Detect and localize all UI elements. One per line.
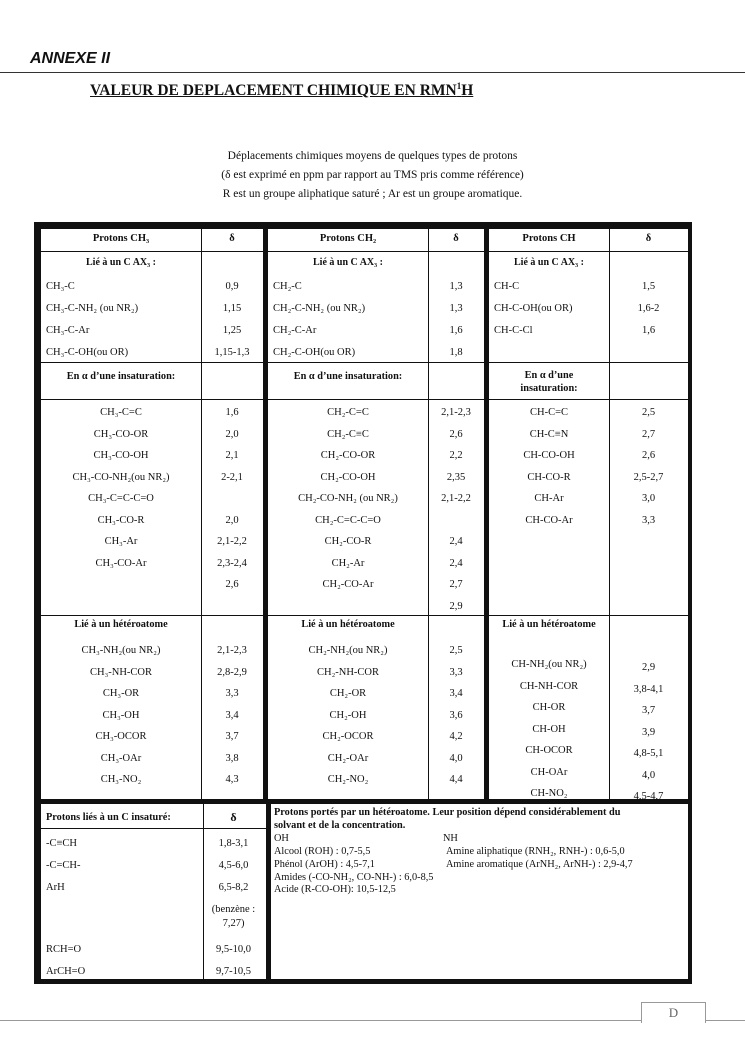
ch3-cax3-label: CH₃-C [46,281,75,292]
ch2-sec-hetero: Lié à un hétéroatome [301,619,395,630]
ch-rule-1 [489,362,688,363]
ch2-alpha-label: CH₂-CO-R [324,536,372,547]
ch-header: Protons CH [522,233,576,244]
ch-hetero-value: 3,8-4,1 [633,683,664,695]
ch2-hetero-label: CH₂-OCOR [322,731,374,742]
ch-alpha-value: 2,5 [641,407,656,418]
ch2-hetero-value: 3,3 [449,666,463,678]
page-letter: D [641,1002,706,1023]
ch2-cax3-value: 1,8 [449,347,463,358]
ch3-hetero-value: 2,8-2,9 [217,666,247,678]
shift-table [34,222,692,984]
ch2-cax3-label: CH₂-C-NH₂ (ou NR₂) [273,303,366,314]
ch3-hetero-label: CH₃-OAr [100,752,142,764]
note-oh-item: Acide (R-CO-OH): 10,5-12,5 [274,884,396,896]
ch2-alpha-label: CH₂-C=C-C=O [315,514,381,526]
ch3-alpha-label: CH₃-C=C-C=O [88,493,154,504]
ch-alpha-label: CH-Ar [534,493,564,504]
page-title: VALEUR DE DEPLACEMENT CHIMIQUE EN RMN$^1$H [90,81,474,100]
ch-hetero-value: 3,9 [641,726,656,738]
ch-cax3-value: 1,6 [641,325,656,336]
ch2-alpha-label: CH₂-CO-OR [320,450,376,461]
intro-line-2: (δ est exprimé en ppm par rapport au TMS pris comme référence) [221,169,524,181]
ch-sec-alpha-1: En α d’une [524,370,574,381]
ch-alpha-value: 3,3 [641,514,656,526]
ch2-alpha-value: 2,2 [449,450,463,461]
ch-hetero-label: CH-OAr [530,766,568,778]
ch2-delta-header: δ [453,233,459,244]
ch2-header: Protons CH₂ [319,233,377,244]
ch2-hetero-label: CH₂-NH-COR [317,666,379,678]
ch2-cax3-label: CH₂-C-Ar [273,325,317,336]
ch3-header: Protons CH₃ [92,233,150,244]
insat-value: 7,27) [222,918,245,929]
insat-label: ArH [46,882,65,893]
ch3-hetero-value: 3,7 [225,731,239,742]
ch-sec-hetero: Lié à un hétéroatome [502,619,596,630]
ch-alpha-value: 3,0 [641,493,656,504]
ch2-alpha-value: 2,6 [449,428,463,440]
ch2-hetero-label: CH₂-NH₂(ou NR₂) [308,645,388,656]
ch-hetero-value: 3,7 [641,705,656,716]
ch-hetero-label: CH-OR [532,702,566,713]
ch-alpha-label: CH-CO-Ar [525,514,573,526]
ch2-hetero-value: 4,0 [449,752,463,764]
intro-text [0,147,745,204]
ch3-hetero-value: 4,3 [225,774,239,785]
ch-alpha-value: 2,6 [641,450,656,461]
ch2-alpha-value: 2,1-2,2 [441,493,471,504]
ch2-sec-alpha: En α d’une insaturation: [293,371,403,382]
annex-label: ANNEXE II [30,50,111,67]
ch3-cax3-value: 1,15-1,3 [214,347,250,358]
note-nh-item: Amine aliphatique (RNH₂, RNH-) : 0,6-5,0 [446,846,625,857]
insat-delta-header: δ [230,810,237,824]
ch3-alpha-value: 2-2,1 [221,471,243,483]
ch2-hetero-value: 3,6 [449,709,463,721]
insat-label: RCH=O [46,944,82,955]
ch3-alpha-label: CH₃-C=C [100,407,142,418]
ch-rule-3 [489,615,688,616]
ch3-sec-cax3: Lié à un C AX₃ : [86,257,156,268]
ch3-cax3-value: 0,9 [225,281,239,292]
ch3-cax3-value: 1,15 [222,303,242,314]
ch3-hetero-label: CH₃-NO₂ [100,774,142,785]
ch2-cax3-value: 1,3 [449,303,463,314]
insat-value: 1,8-3,1 [218,838,249,849]
ch3-hetero-value: 3,8 [225,752,239,764]
ch3-alpha-label: CH₃-CO-Ar [95,557,147,569]
ch3-rule-3 [41,615,263,616]
ch3-hetero-value: 3,4 [225,709,239,721]
note-line-2: solvant et de la concentration. [274,820,406,831]
insat-value: 6,5-8,2 [218,882,249,893]
insat-label: -C≡CH [46,838,78,849]
ch2-alpha-value: 2,35 [446,471,466,483]
table-insaturated [40,803,267,980]
ch2-hetero-label: CH₂-NO₂ [327,774,369,785]
ch2-sec-cax3: Lié à un C AX₃ : [313,257,383,268]
note-oh-item: Phénol (ArOH) : 4,5-7,1 [274,858,375,870]
ch-cax3-value: 1,6-2 [637,303,660,314]
note-oh-heading: OH [274,833,289,844]
ch-cax3-value: 1,5 [641,281,656,292]
ch-alpha-label: CH-CO-OH [523,450,575,461]
insat-value: 9,7-10,5 [216,966,251,977]
ch-cax3-label: CH-C [494,281,520,292]
ch-hetero-label: CH-NO₂ [530,788,568,799]
footer-rule [0,1020,745,1021]
insat-value: (benzène : [211,904,256,915]
ch2-rule-2 [268,399,484,400]
ch2-rule-1 [268,362,484,363]
ch2-alpha-label: CH₂-C=C [327,407,369,418]
ch2-cax3-label: CH₂-C-OH(ou OR) [273,347,356,358]
ch2-cax3-label: CH₂-C [273,281,302,292]
ch-alpha-label: CH-C=C [529,407,568,418]
ch3-hetero-value: 2,1-2,3 [217,645,247,656]
note-line-1: Protons portés par un hétéroatome. Leur position dépend considérablement du [274,807,621,818]
ch3-alpha-value: 2,3-2,4 [217,557,247,569]
ch2-alpha-label: CH₂-CO-Ar [322,579,374,590]
ch2-hetero-value: 3,4 [449,688,463,699]
ch3-alpha-label: CH₃-CO-OH [93,450,149,461]
table-ch2 [267,228,485,800]
ch2-hetero-label: CH₂-OH [329,709,367,721]
ch3-rule-2 [41,399,263,400]
ch-hetero-label: CH-NH-COR [519,680,579,692]
ch2-alpha-label: CH₂-C≡C [327,428,369,440]
insat-label: -C=CH- [46,860,81,871]
ch2-alpha-value: 2,7 [449,579,463,590]
ch3-hetero-label: CH₃-NH₂(ou NR₂) [81,645,161,656]
ch3-alpha-value: 2,1 [225,450,239,461]
ch-alpha-value: 2,7 [641,428,656,440]
ch2-alpha-value: 2,9 [449,600,463,612]
ch-alpha-label: CH-C≡N [529,428,569,440]
insat-value: 9,5-10,0 [216,944,251,955]
ch2-alpha-value: 2,1-2,3 [441,407,471,418]
ch2-cax3-value: 1,6 [449,325,463,336]
ch-sec-cax3: Lié à un C AX₃ : [514,257,584,268]
ch3-cax3-value: 1,25 [222,325,242,336]
ch3-hetero-label: CH₃-OCOR [95,731,147,742]
ch3-delta-header: δ [229,233,235,244]
insat-label: ArCH=O [46,966,86,977]
ch2-alpha-value: 2,4 [449,557,463,569]
ch3-rule-1 [41,362,263,363]
ch2-hetero-label: CH₂-OR [329,688,367,699]
intro-line-1: Déplacements chimiques moyens de quelques types de protons [227,150,518,162]
ch3-alpha-label: CH₃-Ar [104,536,138,547]
ch2-hetero-value: 4,4 [449,774,463,785]
table-ch3 [40,228,264,800]
ch-hetero-label: CH-NH₂(ou NR₂) [511,659,587,670]
ch-hetero-label: CH-OCOR [525,745,573,756]
ch3-alpha-value: 1,6 [225,407,239,418]
note-nh-item: Amine aromatique (ArNH₂, ArNH-) : 2,9-4,7 [446,858,633,870]
ch3-cax3-label: CH₃-C-Ar [46,325,90,336]
insat-header: Protons liés à un C insaturé: [46,812,171,823]
intro-line-3: R est un groupe aliphatique saturé ; Ar est un groupe aromatique. [222,188,523,200]
ch3-header-rule [41,251,263,252]
ch-alpha-value: 2,5-2,7 [633,471,664,483]
ch-cax3-label: CH-C-OH(ou OR) [494,303,573,314]
ch3-cax3-label: CH₃-C-NH₂ (ou NR₂) [46,303,139,314]
ch2-cax3-value: 1,3 [449,281,463,292]
ch3-alpha-label: CH₃-CO-R [97,514,145,526]
insat-value: 4,5-6,0 [218,860,249,871]
ch2-alpha-label: CH₂-CO-OH [320,471,376,483]
ch-sec-alpha-2: insaturation: [520,383,578,394]
ch3-alpha-value: 2,0 [225,428,239,440]
ch3-cax3-label: CH₃-C-OH(ou OR) [46,347,129,358]
ch2-hetero-label: CH₂-OAr [327,752,369,764]
note-oh-item: Alcool (ROH) : 0,7-5,5 [274,846,371,857]
ch-header-rule [489,251,688,252]
header-rule [0,72,745,73]
ch-hetero-label: CH-OH [532,723,566,735]
ch3-alpha-value: 2,6 [225,579,239,590]
ch2-hetero-value: 2,5 [449,645,463,656]
ch-rule-2 [489,399,688,400]
ch-alpha-label: CH-CO-R [527,471,571,483]
ch3-sec-hetero: Lié à un hétéroatome [74,619,168,630]
ch3-sec-alpha: En α d’une insaturation: [66,371,176,382]
ch2-alpha-label: CH₂-CO-NH₂ (ou NR₂) [298,493,398,504]
ch3-hetero-label: CH₃-OH [102,709,140,721]
ch-hetero-value: 4,5-4,7 [633,791,664,802]
ch2-header-rule [268,251,484,252]
ch2-alpha-label: CH₂-Ar [331,557,365,569]
ch2-alpha-value: 2,4 [449,536,463,547]
ch3-alpha-label: CH₃-CO-OR [93,428,149,440]
ch3-hetero-value: 3,3 [225,688,239,699]
ch3-alpha-value: 2,0 [225,514,239,526]
ch-hetero-value: 2,9 [641,662,656,673]
ch3-alpha-label: CH₃-CO-NH₂(ou NR₂) [72,471,170,483]
note-oh-item: Amides (-CO-NH₂, CO-NH-) : 6,0-8,5 [274,871,434,883]
ch3-hetero-label: CH₃-OR [102,688,140,699]
ch2-hetero-value: 4,2 [449,731,463,742]
note-nh-heading: NH [443,833,458,844]
insat-header-rule [41,828,266,829]
ch-hetero-value: 4,0 [641,769,656,781]
ch3-hetero-label: CH₃-NH-COR [90,666,152,678]
table-ch [488,228,689,800]
hetero-note-box [270,803,689,980]
ch-delta-header: δ [645,233,652,244]
ch3-alpha-value: 2,1-2,2 [217,536,247,547]
ch-cax3-label: CH-C-Cl [494,325,533,336]
ch2-rule-3 [268,615,484,616]
ch-hetero-value: 4,8-5,1 [633,748,664,759]
